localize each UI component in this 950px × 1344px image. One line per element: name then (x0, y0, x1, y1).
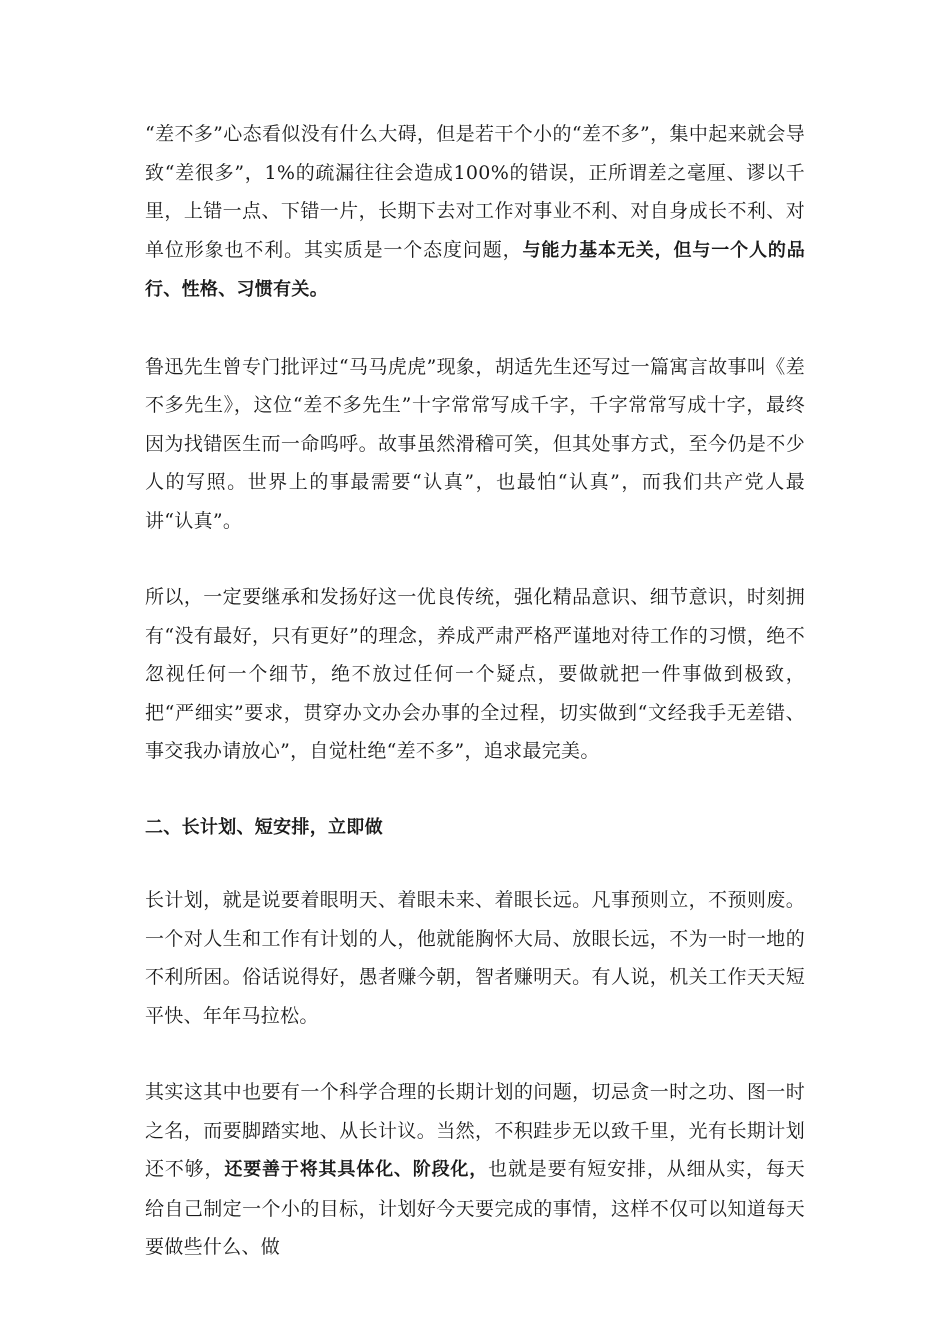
paragraph-4: 长计划，就是说要着眼明天、着眼未来、着眼长远。凡事预则立，不预则废。一个对人生和工作有计划的人，他就能胸怀大局、放眼长远，不为一时一地的不利所困。俗话说得好，愚者赚今朝，智者赚明天。有人说，机关工作天天短平快、年年马拉松。 (145, 889, 805, 1027)
paragraph-2: 鲁迅先生曾专门批评过“马马虎虎”现象，胡适先生还写过一篇寓言故事叫《差不多先生》，这位“差不多先生”十字常常写成千字，千字常常写成十字，最终因为找错医生而一命呜呼。故事虽然滑稽可笑，但其处事方式，至今仍是不少人的写照。世界上的事最需要“认真”，也最怕“认真”，而我们共产党人最讲“认真”。 (145, 355, 805, 532)
paragraph-5-text-b: 也就是要有短安排，从细从实，每天给自己制定一个小的目标，计划好今天要完成的事情，这样不仅可以知道每天要做些什么、做 (145, 1158, 805, 1258)
paragraph-5 (145, 1073, 805, 1267)
paragraph-5-bold-text: 还要善于将其具体化、阶段化， (224, 1159, 489, 1180)
paragraph-3: 所以，一定要继承和发扬好这一优良传统，强化精品意识、细节意识，时刻拥有“没有最好，只有更好”的理念，养成严肃严格严谨地对待工作的习惯，绝不忽视任何一个细节，绝不放过任何一个疑点，要做就把一件事做到极致，把“严细实”要求，贯穿办文办会办事的全过程，切实做到“文经我手无差错、事交我办请放心”，自觉杜绝“差不多”，追求最完美。 (145, 586, 805, 762)
section-heading-2: 二、长计划、短安排，立即做 (145, 816, 383, 838)
paragraph-1 (145, 115, 805, 310)
paragraph-5-text-a: 其实这其中也要有一个科学合理的长期计划的问题，切忌贪一时之功、图一时之名，而要脚踏实地、从长计议。当然，不积跬步无以致千里，光有长期计划还不够， (145, 1081, 805, 1180)
paragraph-1-text: “差不多”心态看似没有什么大碍，但是若干个小的“差不多”，集中起来就会导致“差很多”，1%的疏漏往往会造成100%的错误，正所谓差之毫厘、谬以千里，上错一点、下错一片，长期下去对工作对事业不利、对自身成长不利、对单位形象也不利。其实质是一个态度问题， (145, 123, 805, 261)
document-body (145, 115, 805, 1305)
paragraph-1-bold-text: 与能力基本无关，但与一个人的品行、性格、习惯有关。 (145, 239, 806, 300)
